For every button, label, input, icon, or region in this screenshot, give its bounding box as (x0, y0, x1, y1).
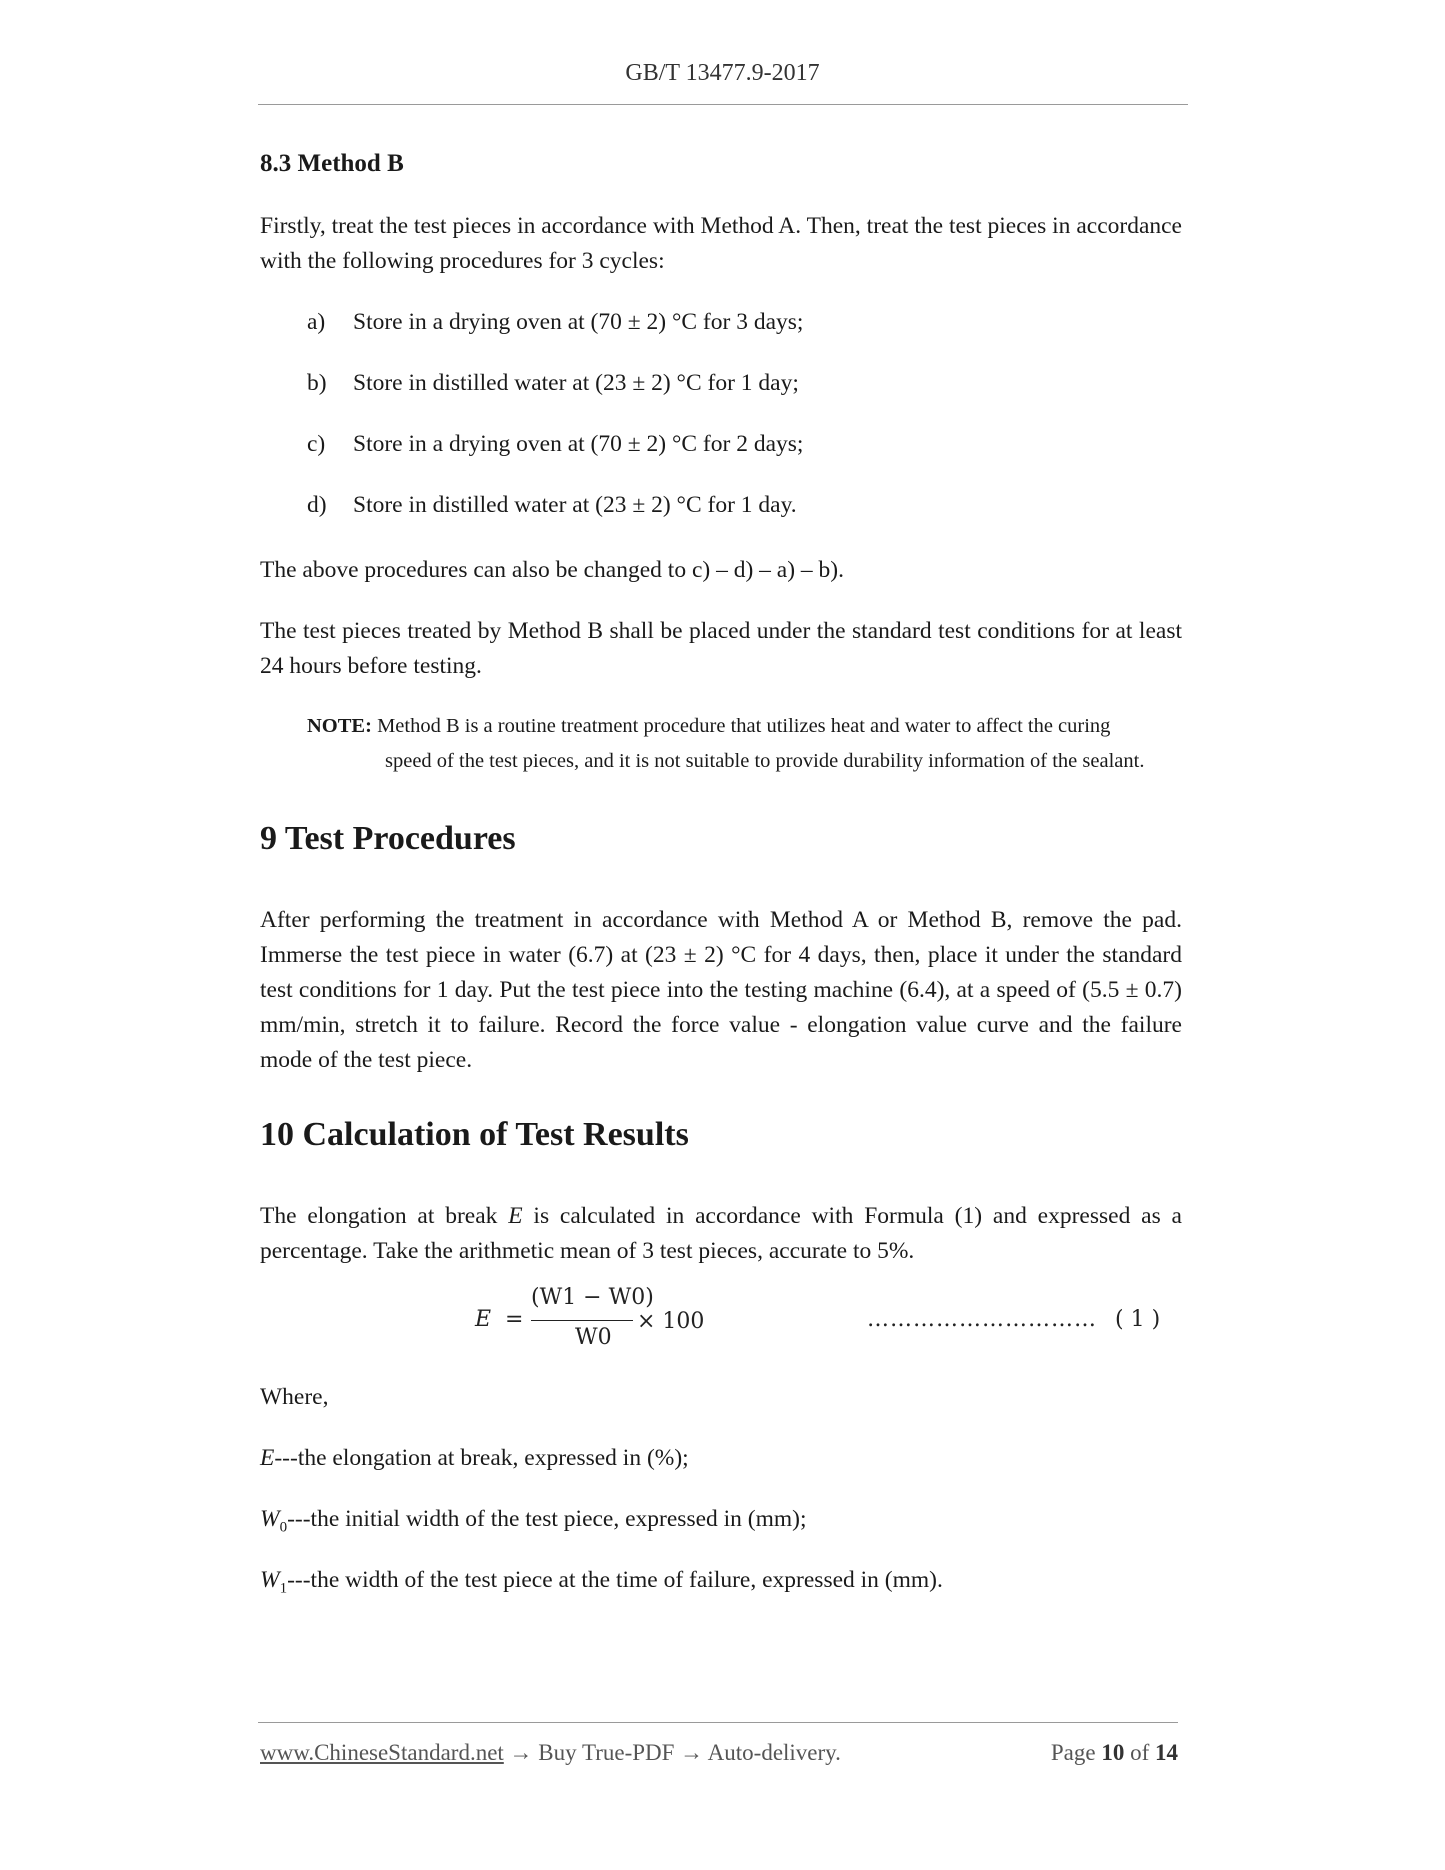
footer-divider (258, 1722, 1178, 1723)
note-line-2: speed of the test pieces, and it is not suitable to provide durability information of the sealant. (385, 750, 1145, 772)
promo-text: → Buy True-PDF → Auto-delivery. (503, 1740, 841, 1765)
site-link[interactable]: www.ChineseStandard.net (260, 1740, 504, 1765)
page-footer (260, 1740, 1178, 1766)
def-symbol: W (260, 1567, 280, 1593)
def-text: ---the initial width of the test piece, expressed in (mm); (287, 1506, 807, 1532)
calculation-body (260, 1199, 1182, 1269)
calc-variable: E (508, 1203, 523, 1229)
where-label: Where, (260, 1384, 329, 1410)
note-label: NOTE: (307, 715, 372, 737)
procedure-item-d (307, 492, 797, 519)
formula-denominator: W0 (575, 1325, 612, 1350)
note-line-1: Method B is a routine treatment procedure that utilizes heat and water to affect the curing (377, 715, 1111, 737)
conditioning-paragraph: The test pieces treated by Method B shall be placed under the standard test conditions for at least 24 hours before testing. (260, 618, 1182, 679)
list-marker: d) (307, 492, 327, 518)
list-text: Store in a drying oven at (70 ± 2) °C for 2 days; (353, 431, 804, 457)
formula-numerator: (W1 − W0) (531, 1285, 654, 1310)
page-current: 10 (1101, 1740, 1125, 1765)
list-marker: a) (307, 309, 326, 335)
page-total: 14 (1155, 1740, 1178, 1765)
procedure-item-b (307, 370, 799, 397)
procedure-item-a (307, 309, 803, 336)
list-marker: c) (307, 431, 326, 457)
list-text: Store in distilled water at (23 ± 2) °C for 1 day; (353, 370, 799, 396)
formula-lhs: E (475, 1307, 492, 1332)
def-subscript: 0 (279, 1519, 288, 1536)
note-block (307, 709, 1187, 779)
definition-e (260, 1441, 1182, 1476)
list-text: Store in distilled water at (23 ± 2) °C for 1 day. (353, 492, 797, 518)
calc-text-post: is calculated in accordance with Formula (1) and expressed as a percentage. Take the arithmetic mean of 3 test pieces, accurate to 5%. (260, 1203, 1182, 1264)
test-procedures-body: After performing the treatment in accordance with Method A or Method B, remove the pad. Immerse the test piece in water (6.7) at (23 ± 2) °C for 4 days, then, place it under the standard test conditions for 1 day. Put the test piece into the testing machine (6.4), at a speed of (5.5 ± 0.7) mm/min, stretch it to failure. Record the force value - elongation value curve and the failure mode of the test piece. (260, 907, 1182, 1073)
procedure-item-c (307, 431, 803, 458)
def-text: ---the elongation at break, expressed in (%); (274, 1445, 689, 1471)
formula-leader: ………………………… (867, 1307, 1097, 1332)
method-b-intro: Firstly, treat the test pieces in accordance with Method A. Then, treat the test pieces in accordance with the following procedures for 3 cycles: (260, 213, 1182, 274)
def-symbol: E (260, 1445, 275, 1471)
definition-w0 (260, 1502, 1182, 1546)
section-heading-8-3: 8.3 Method B (260, 150, 404, 177)
def-subscript: 1 (279, 1580, 288, 1597)
order-note: The above procedures can also be changed to c) – d) – a) – b). (260, 557, 844, 583)
formula-equals: = (505, 1307, 524, 1332)
def-symbol: W (260, 1506, 280, 1532)
section-heading-9: 9 Test Procedures (260, 820, 516, 857)
page-word: Page (1050, 1740, 1096, 1765)
list-marker: b) (307, 370, 327, 396)
fraction-bar (531, 1320, 633, 1321)
list-text: Store in a drying oven at (70 ± 2) °C for 3 days; (353, 309, 804, 335)
calc-text-pre: The elongation at break (260, 1203, 509, 1229)
page-of: of (1130, 1740, 1150, 1765)
standard-code: GB/T 13477.9-2017 (625, 60, 820, 86)
formula-multiplier: × 100 (637, 1309, 705, 1334)
formula-1 (475, 1285, 1195, 1365)
definition-w1 (260, 1563, 1182, 1607)
header-divider (258, 104, 1188, 105)
section-heading-10: 10 Calculation of Test Results (260, 1116, 689, 1153)
formula-number: ( 1 ) (1115, 1307, 1161, 1332)
def-text: ---the width of the test piece at the time of failure, expressed in (mm). (287, 1567, 943, 1593)
page-indicator (1051, 1740, 1178, 1766)
